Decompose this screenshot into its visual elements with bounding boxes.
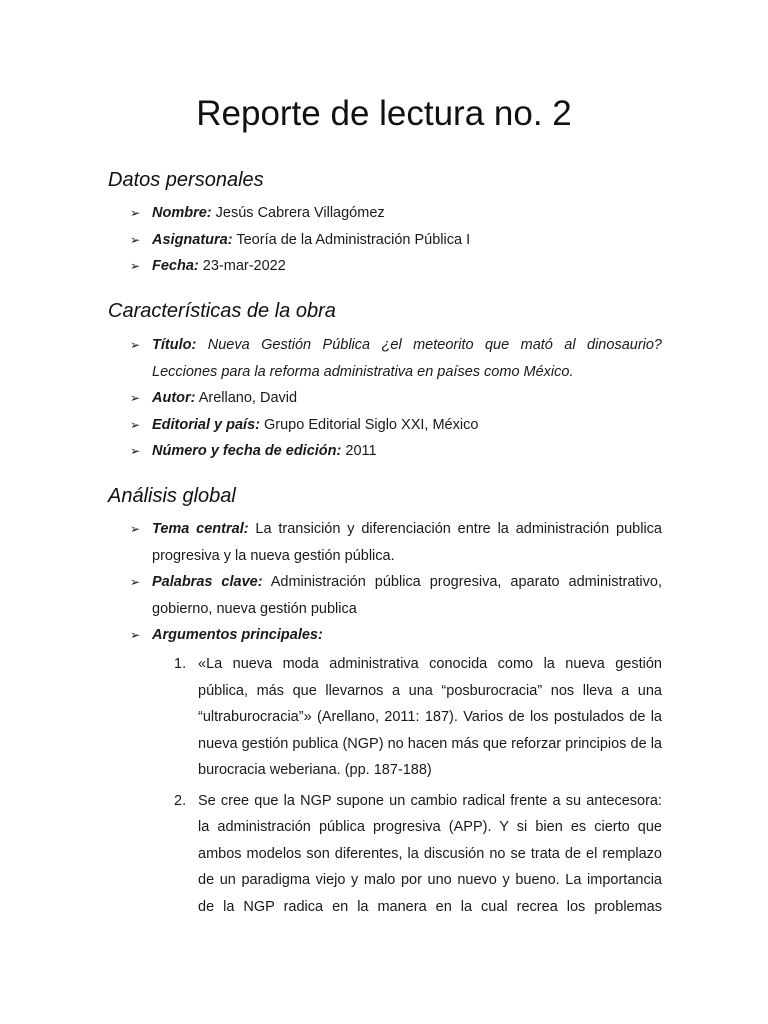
argument-item — [174, 788, 662, 921]
arrowhead-bullet-icon: ➢ — [130, 417, 141, 432]
argument-number: 2. — [174, 792, 187, 809]
arrowhead-bullet-icon: ➢ — [130, 391, 141, 405]
list-item — [130, 253, 662, 280]
item-label: Autor: — [152, 390, 196, 406]
argument-number: 1. — [174, 656, 187, 672]
item-value: Administración pública progresiva, aparato administrativo, gobierno, nueva gestión publica — [152, 574, 662, 617]
work-characteristics-list — [130, 332, 662, 465]
item-value: Teoría de la Administración Pública I — [236, 231, 471, 248]
item-label: Número y fecha de edición: — [152, 443, 342, 459]
arrowhead-bullet-icon: ➢ — [130, 522, 141, 536]
list-item — [130, 516, 662, 569]
item-value: Arellano, David — [198, 390, 298, 406]
item-value: La transición y diferenciación entre la administración publica progresiva y la nueva gestión pública. — [152, 521, 662, 564]
item-label: Fecha: — [152, 258, 199, 274]
item-label: Palabras clave: — [152, 574, 263, 590]
arrowhead-bullet-icon: ➢ — [130, 206, 141, 220]
list-item — [130, 227, 662, 254]
list-item — [130, 622, 662, 649]
argument-text: «La nueva moda administrativa conocida como la nueva gestión pública, más que llevarnos a una “posburocracia” nos lleva a una “ultraburocracia”» (Arellano, 2011: 187). Varios de los postulados de la nueva gestión publica (NGP) no hacen más que reforzar principios de la burocracia weberiana. (pp. 187-188) — [198, 656, 662, 778]
list-item — [130, 385, 662, 412]
list-item — [130, 412, 662, 439]
item-value: Grupo Editorial Siglo XXI, México — [264, 416, 479, 433]
item-value: 2011 — [345, 443, 377, 459]
arrowhead-bullet-icon: ➢ — [130, 232, 141, 247]
item-label: Título: — [152, 337, 197, 353]
analysis-list — [130, 516, 662, 649]
item-label: Nombre: — [152, 205, 212, 221]
list-item — [130, 438, 662, 465]
item-label: Editorial y país: — [152, 416, 260, 433]
main-arguments-list — [174, 651, 662, 920]
personal-data-list — [130, 200, 662, 280]
document-title: Reporte de lectura no. 2 — [196, 94, 572, 133]
item-value: Jesús Cabrera Villagómez — [215, 205, 385, 221]
section-heading-analysis: Análisis global — [108, 485, 236, 507]
list-item — [130, 569, 662, 622]
arrowhead-bullet-icon: ➢ — [130, 575, 141, 589]
list-item — [130, 200, 662, 227]
arrowhead-bullet-icon: ➢ — [130, 259, 141, 273]
argument-text: Se cree que la NGP supone un cambio radical frente a su antecesora: la administración pública progresiva (APP). Y si bien es cierto que ambos modelos son diferentes, la discusión no se trata de el remplazo de un paradigma viejo y malo por uno nuevo y bueno. La importancia de la NGP radica en la manera en la cual recrea los problemas — [198, 792, 662, 915]
section-heading-work: Características de la obra — [108, 300, 336, 322]
item-label: Argumentos principales: — [152, 627, 323, 643]
argument-item — [174, 651, 662, 784]
item-label: Tema central: — [152, 521, 249, 537]
list-item — [130, 332, 662, 385]
arrowhead-bullet-icon: ➢ — [130, 628, 141, 642]
arrowhead-bullet-icon: ➢ — [130, 338, 141, 352]
item-value: Nueva Gestión Pública ¿el meteorito que mató al dinosaurio? Lecciones para la reforma administrativa en países como México. — [152, 337, 662, 380]
section-heading-personal: Datos personales — [108, 169, 264, 191]
item-value: 23-mar-2022 — [202, 258, 286, 274]
item-label: Asignatura: — [152, 231, 233, 248]
arrowhead-bullet-icon: ➢ — [130, 444, 141, 458]
